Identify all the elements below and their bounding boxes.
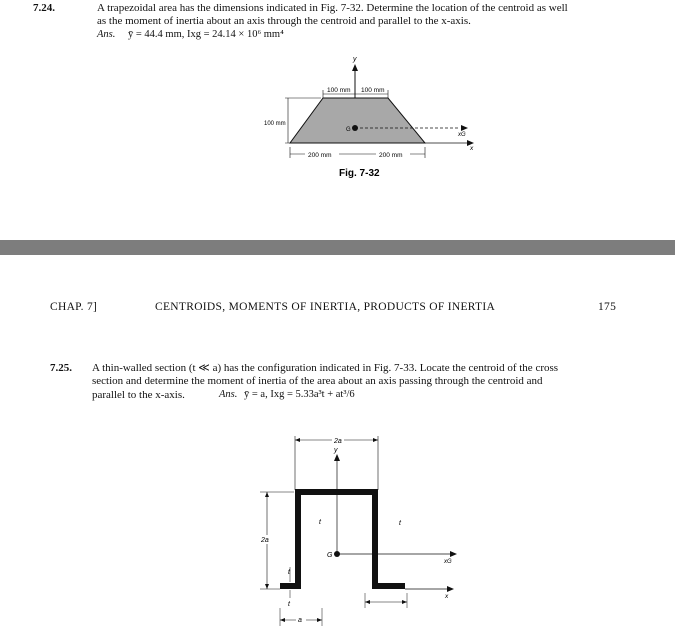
xg-axis-label: xG [458, 132, 466, 138]
figure-7-32 [255, 50, 495, 180]
dim-arrow [280, 618, 285, 622]
left-web [295, 489, 301, 587]
centroid-label: G [346, 127, 351, 133]
xg-axis-arrow [461, 125, 468, 131]
page-number: 175 [598, 301, 617, 313]
x-axis-label: x [470, 145, 474, 152]
running-title: CENTROIDS, MOMENTS OF INERTIA, PRODUCTS OF INERTIA [155, 301, 496, 313]
dim-height: 100 mm [264, 121, 286, 127]
xg-axis-label: xG [444, 559, 452, 565]
dim-top-right: 100 mm [361, 87, 385, 94]
dim-arrow [265, 492, 269, 497]
y-axis-arrow [334, 454, 340, 461]
thickness-label: t [399, 520, 401, 527]
dim-arrow [373, 438, 378, 442]
thickness-label: t [319, 519, 321, 526]
y-axis-label: y [353, 56, 357, 63]
chapter-label: CHAP. 7] [50, 301, 98, 313]
y-axis-arrow [352, 64, 358, 71]
xg-axis-arrow [450, 551, 457, 557]
dim-bottom-right: 200 mm [379, 152, 403, 159]
dim-arrow [295, 438, 300, 442]
problem-text-line: as the moment of inertia about an axis through the centroid and parallel to the x-axis. [97, 15, 471, 27]
answer-text [244, 389, 355, 400]
page-divider [0, 240, 675, 255]
right-foot [372, 583, 405, 589]
dim-bottom-left: 200 mm [308, 152, 332, 159]
answer-value: ȳ = a, Ixg = 5.33a³t + at³/6 [244, 389, 355, 400]
answer-value: ȳ = 44.4 mm, Ixg = 24.14 × 10⁶ mm⁴ [128, 29, 284, 40]
figure-7-33 [250, 430, 470, 642]
dim-arrow [317, 618, 322, 622]
problem-text-line: A thin-walled section (t ≪ a) has the configuration indicated in Fig. 7-33. Locate the centroid of the cross [92, 362, 559, 374]
answer-label: Ans. [219, 389, 238, 400]
dim-arrow [265, 584, 269, 589]
problem-number: 7.25. [50, 362, 72, 374]
problem-text-line: A trapezoidal area has the dimensions indicated in Fig. 7-32. Determine the location of the centroid as well [97, 2, 568, 14]
x-axis-label: x [445, 593, 449, 600]
right-web [372, 489, 378, 587]
trapezoid-area [290, 98, 425, 143]
thickness-label: t [288, 569, 290, 576]
y-axis-label: y [334, 447, 338, 454]
problem-text-line: section and determine the moment of inertia of the area about an axis passing through the centroid and [92, 375, 543, 387]
answer-label: Ans. [97, 29, 116, 40]
dim-top-width: 2a [334, 438, 342, 445]
dim-arrow [365, 600, 370, 604]
dim-arrow [402, 600, 407, 604]
centroid-label: G [327, 552, 333, 559]
left-foot [280, 583, 301, 589]
problem-text-line: parallel to the x-axis. [92, 389, 185, 401]
figure-caption: Fig. 7-32 [339, 168, 380, 179]
answer-text [128, 29, 284, 40]
dim-height: 2a [261, 537, 269, 544]
dim-top-left: 100 mm [327, 87, 351, 94]
x-axis-arrow [447, 586, 454, 592]
top-flange [295, 489, 378, 495]
thickness-label: t [288, 601, 290, 608]
dim-bottom-width: a [298, 617, 302, 624]
problem-number: 7.24. [33, 2, 55, 14]
